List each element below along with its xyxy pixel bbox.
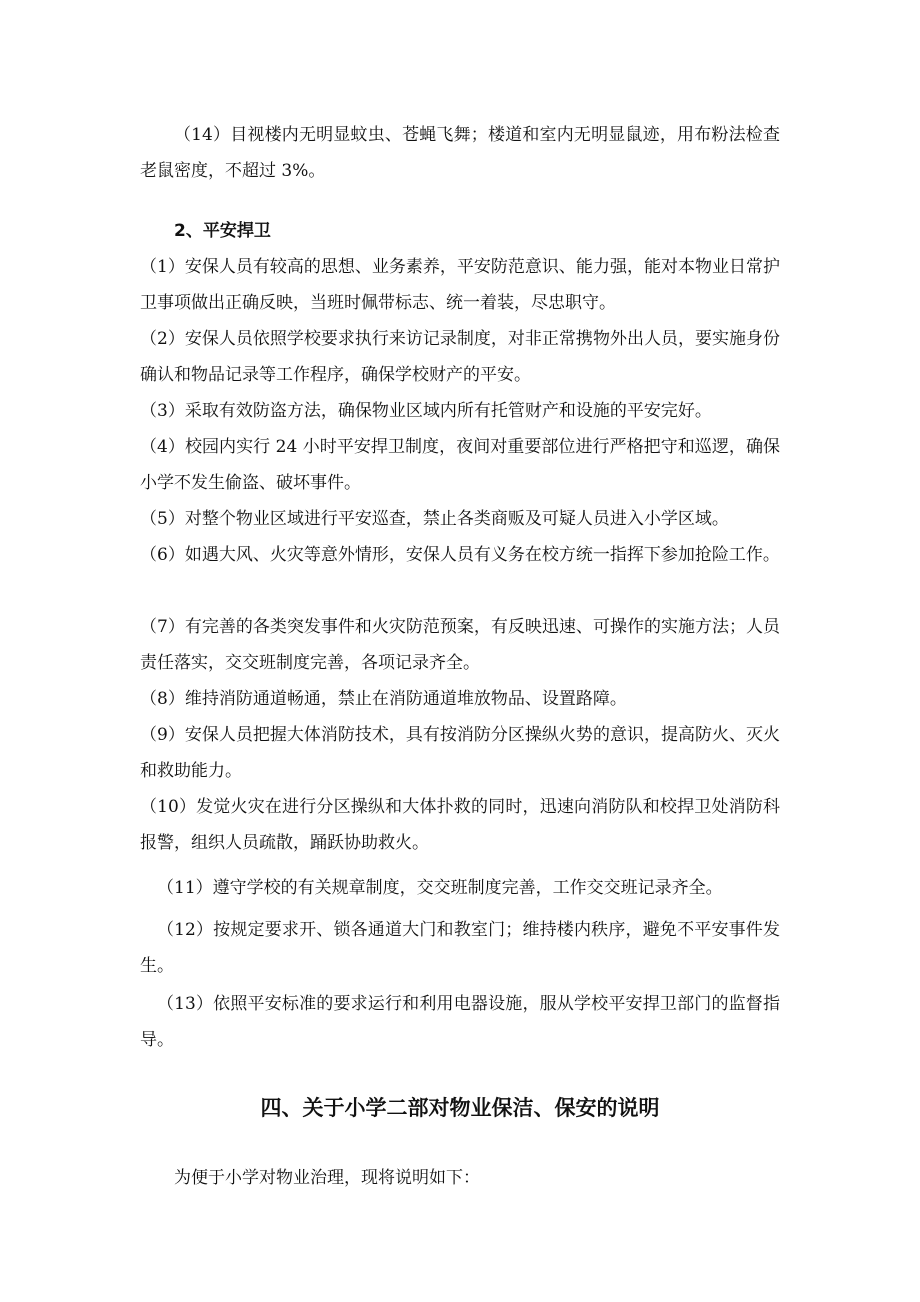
security-item-12: （12）按规定要求开、锁各通道大门和教室门；维持楼内秩序，避免不平安事件发生。 bbox=[140, 920, 780, 976]
security-item-11: （11）遵守学校的有关规章制度，交交班制度完善，工作交交班记录齐全。 bbox=[157, 878, 723, 898]
security-item-2: （2）安保人员依照学校要求执行来访记录制度，对非正常携物外出人员，要实施身份确认和物品记录等工作程序，确保学校财产的平安。 bbox=[140, 329, 780, 385]
section-2-heading: 2、平安捍卫 bbox=[174, 221, 271, 241]
section-4-heading: 四、关于小学二部对物业保洁、保安的说明 bbox=[260, 1096, 660, 1120]
closing-paragraph: 为便于小学对物业治理，现将说明如下： bbox=[174, 1168, 480, 1188]
security-item-9: （9）安保人员把握大体消防技术，具有按消防分区操纵火势的意识，提高防火、灭火和救助能力。 bbox=[140, 725, 780, 781]
security-item-5: （5）对整个物业区域进行平安巡查，禁止各类商贩及可疑人员进入小学区域。 bbox=[140, 509, 729, 529]
security-item-3: （3）采取有效防盗方法，确保物业区域内所有托管财产和设施的平安完好。 bbox=[140, 401, 712, 421]
security-item-10: （10）发觉火灾在进行分区操纵和大体扑救的同时，迅速向消防队和校捍卫处消防科报警，组织人员疏散，踊跃协助救火。 bbox=[140, 797, 780, 853]
security-item-8: （8）维持消防通道畅通，禁止在消防通道堆放物品、设置路障。 bbox=[140, 689, 627, 709]
item-14: （14）目视楼内无明显蚊虫、苍蝇飞舞；楼道和室内无明显鼠迹，用布粉法检查老鼠密度，不超过 3%。 bbox=[140, 125, 780, 181]
security-item-6: （6）如遇大风、火灾等意外情形，安保人员有义务在校方统一指挥下参加抢险工作。 bbox=[140, 545, 780, 565]
security-item-7: （7）有完善的各类突发事件和火灾防范预案，有反映迅速、可操作的实施方法；人员责任落实，交交班制度完善，各项记录齐全。 bbox=[140, 617, 780, 673]
security-item-4: （4）校园内实行 24 小时平安捍卫制度，夜间对重要部位进行严格把守和巡逻，确保小学不发生偷盗、破坏事件。 bbox=[140, 437, 780, 493]
security-item-13: （13）依照平安标准的要求运行和利用电器设施，服从学校平安捍卫部门的监督指导。 bbox=[140, 994, 780, 1050]
security-item-1: （1）安保人员有较高的思想、业务素养，平安防范意识、能力强，能对本物业日常护卫事项做出正确反映，当班时佩带标志、统一着装，尽忠职守。 bbox=[140, 257, 780, 313]
